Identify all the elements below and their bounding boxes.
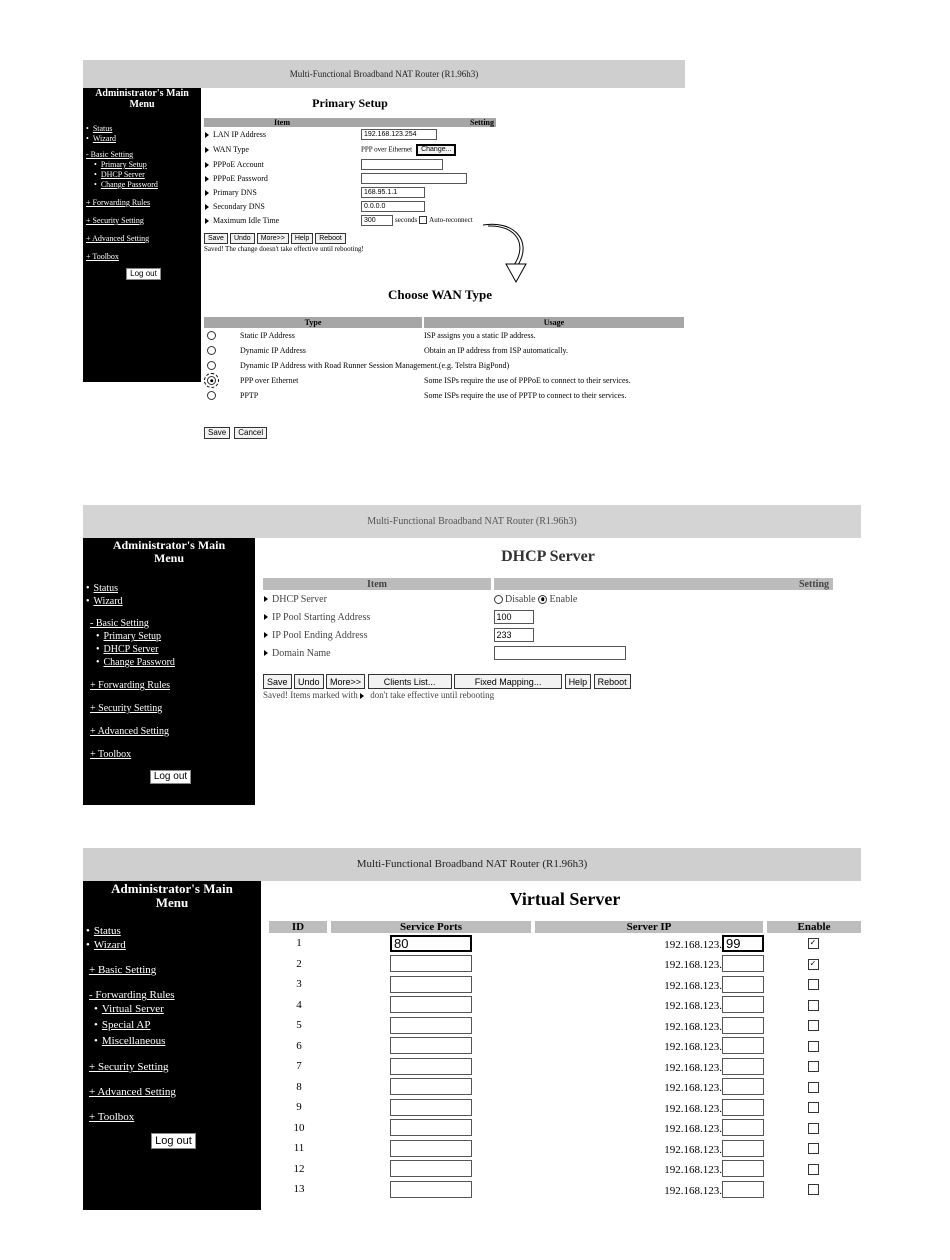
- virtual-server-content: [269, 881, 861, 1210]
- router-title-bar: [83, 60, 685, 88]
- ip-prefix: 192.168.123.: [664, 959, 722, 972]
- row-secondary-dns: Secondary DNS: [204, 199, 360, 213]
- vs-port-cell: [329, 933, 533, 954]
- dhcp-enable-radio[interactable]: [538, 595, 547, 604]
- ip-prefix: 192.168.123.: [664, 1184, 722, 1197]
- fixed-mapping-button[interactable]: Fixed Mapping...: [454, 674, 562, 689]
- vs-enable-cell: [765, 954, 861, 975]
- vs-port-cell: [329, 1159, 533, 1180]
- vs-id-cell: 8: [296, 1080, 302, 1093]
- table-row: [269, 1015, 861, 1036]
- dhcp-enable-label: Enable: [549, 593, 578, 605]
- vs-port-cell: [329, 1097, 533, 1118]
- service-port-input[interactable]: [390, 996, 472, 1013]
- save-button[interactable]: Save: [204, 233, 228, 244]
- wan-save-button[interactable]: Save: [204, 427, 230, 439]
- vs-id-cell: 1: [296, 937, 302, 950]
- table-row: [269, 954, 861, 975]
- wan-type-label: PPTP: [240, 390, 259, 400]
- sidebar-item-primary-setup[interactable]: Primary Setup: [100, 160, 147, 169]
- row-wan-type: WAN Type: [204, 142, 360, 157]
- wan-type-radio[interactable]: [207, 361, 216, 370]
- dhcp-col-setting: Setting: [493, 578, 834, 590]
- pool-start-input[interactable]: [494, 610, 534, 624]
- server-ip-input[interactable]: [722, 1078, 764, 1095]
- vs-ip-cell: [533, 995, 765, 1016]
- router-title: Multi-Functional Broadband NAT Router (R1.96h3): [289, 69, 479, 79]
- vs-id-cell: 7: [296, 1060, 302, 1073]
- sidebar-item-primary-setup-2[interactable]: Primary Setup: [103, 631, 162, 643]
- enable-checkbox[interactable]: [808, 979, 819, 990]
- sidebar-item-dhcp-server-2[interactable]: DHCP Server: [103, 644, 159, 656]
- dhcp-undo-button[interactable]: Undo: [294, 674, 324, 689]
- vs-ip-cell: [533, 1118, 765, 1139]
- vs-col-ports: Service Ports: [329, 921, 533, 933]
- row-pppoe-account: PPPoE Account: [204, 157, 360, 171]
- wan-type-cell: [204, 373, 423, 388]
- wan-type-cell: [204, 343, 423, 358]
- vs-id-cell: 3: [296, 978, 302, 991]
- server-ip-input[interactable]: [722, 1017, 764, 1034]
- service-port-input[interactable]: [390, 1160, 472, 1177]
- max-idle-input[interactable]: [361, 215, 393, 226]
- wan-type-label: Dynamic IP Address with Road Runner Session Management.(e.g. Telstra BigPond): [240, 360, 510, 370]
- enable-checkbox[interactable]: [808, 1000, 819, 1011]
- wan-type-row: [204, 358, 684, 373]
- sidebar-item-advanced-setting-2[interactable]: + Advanced Setting: [90, 726, 169, 738]
- service-port-input[interactable]: [390, 1181, 472, 1198]
- enable-checkbox[interactable]: [808, 1020, 819, 1031]
- wan-type-row: [204, 373, 684, 388]
- server-ip-input[interactable]: [722, 955, 764, 972]
- wan-usage-cell: ISP assigns you a static IP address.: [424, 331, 536, 340]
- vs-id-cell: 2: [296, 957, 302, 970]
- col-setting: Setting: [360, 118, 496, 127]
- table-row: [269, 1056, 861, 1077]
- vs-enable-cell: [765, 1138, 861, 1159]
- wan-type-row: [204, 388, 684, 403]
- ip-prefix: 192.168.123.: [664, 1041, 722, 1054]
- vs-enable-cell: [765, 1179, 861, 1200]
- vs-port-cell: [329, 1138, 533, 1159]
- saved-message: Saved! The change doesn't take effective until rebooting!: [204, 245, 364, 253]
- vs-port-cell: [329, 995, 533, 1016]
- server-ip-input[interactable]: [722, 1140, 764, 1157]
- vs-col-ip: Server IP: [533, 921, 765, 933]
- dhcp-form: [263, 578, 833, 662]
- wan-usage-cell: Some ISPs require the use of PPTP to connect to their services.: [424, 391, 627, 400]
- ip-prefix: 192.168.123.: [664, 1164, 722, 1177]
- undo-button[interactable]: Undo: [230, 233, 255, 244]
- pppoe-password-input[interactable]: [361, 173, 467, 184]
- sidebar-item-basic-setting-3[interactable]: + Basic Setting: [89, 964, 157, 977]
- dhcp-save-button[interactable]: Save: [263, 674, 292, 689]
- sidebar-item-security-setting-3[interactable]: + Security Setting: [89, 1061, 169, 1074]
- sidebar-item-special-ap-3[interactable]: Special AP: [101, 1019, 151, 1032]
- ip-prefix: 192.168.123.: [664, 1102, 722, 1115]
- enable-checkbox[interactable]: ✓: [808, 938, 819, 949]
- secondary-dns-input[interactable]: [361, 201, 425, 212]
- vs-port-cell: [329, 974, 533, 995]
- vs-ip-cell: [533, 1077, 765, 1098]
- vs-ip-cell: [533, 1159, 765, 1180]
- vs-ip-cell: [533, 954, 765, 975]
- service-port-input[interactable]: [390, 1037, 472, 1054]
- vs-enable-cell: [765, 1015, 861, 1036]
- wan-type-radio[interactable]: [207, 391, 216, 400]
- vs-ip-cell: [533, 1036, 765, 1057]
- sidebar-item-status-2[interactable]: Status: [93, 583, 118, 595]
- vs-id-cell: 13: [293, 1183, 305, 1196]
- service-port-input[interactable]: [390, 1119, 472, 1136]
- vs-ip-cell: [533, 1056, 765, 1077]
- choose-wan-type-title: Choose WAN Type: [388, 287, 493, 302]
- sidebar-item-toolbox[interactable]: + Toolbox: [86, 252, 119, 261]
- wan-usage-cell: Some ISPs require the use of PPPoE to connect to their services.: [424, 376, 631, 385]
- service-port-input[interactable]: [390, 1078, 472, 1095]
- server-ip-input[interactable]: [722, 1037, 764, 1054]
- enable-checkbox[interactable]: ✓: [808, 959, 819, 970]
- primary-setup-screenshot: [83, 60, 685, 442]
- table-row: [269, 995, 861, 1016]
- service-port-input[interactable]: [390, 1058, 472, 1075]
- dhcp-col-item: Item: [263, 578, 493, 590]
- dhcp-more-button[interactable]: More>>: [326, 674, 365, 689]
- dhcp-disable-label: Disable: [505, 593, 536, 605]
- logout-button-2[interactable]: Log out: [150, 770, 191, 784]
- service-port-input[interactable]: [390, 935, 472, 952]
- dhcp-saved-message: Saved! Items marked with don't take effective until rebooting: [263, 690, 495, 700]
- sidebar-item-advanced-setting-3[interactable]: + Advanced Setting: [89, 1086, 176, 1099]
- table-row: [269, 1179, 861, 1200]
- sidebar-item-wizard[interactable]: Wizard: [92, 134, 117, 143]
- menu-title: Administrator's Main Menu: [95, 88, 189, 110]
- row-pool-start: IP Pool Starting Address: [263, 608, 493, 626]
- wan-type-radio[interactable]: [207, 346, 216, 355]
- primary-setup-form: [204, 118, 496, 227]
- table-row: [269, 1036, 861, 1057]
- row-primary-dns: Primary DNS: [204, 185, 360, 199]
- sidebar-item-wizard-3[interactable]: Wizard: [93, 939, 126, 952]
- sidebar-item-forwarding-rules[interactable]: + Forwarding Rules: [86, 198, 151, 207]
- row-max-idle: Maximum Idle Time: [204, 213, 360, 227]
- pppoe-account-input[interactable]: [361, 159, 443, 170]
- row-domain-name: Domain Name: [263, 644, 493, 662]
- enable-checkbox[interactable]: [808, 1041, 819, 1052]
- row-pppoe-password: PPPoE Password: [204, 171, 360, 185]
- row-lan-ip: LAN IP Address: [204, 127, 360, 142]
- ip-prefix: 192.168.123.: [664, 1000, 722, 1013]
- dhcp-reboot-button[interactable]: Reboot: [594, 674, 631, 689]
- vs-enable-cell: [765, 1077, 861, 1098]
- vs-col-enable: Enable: [765, 921, 861, 933]
- vs-enable-cell: [765, 974, 861, 995]
- service-port-input[interactable]: [390, 1099, 472, 1116]
- vs-ip-cell: [533, 933, 765, 954]
- page-title: Primary Setup: [312, 96, 388, 110]
- menu-title-2: Administrator's Main Menu: [112, 538, 226, 565]
- sidebar-item-advanced-setting[interactable]: + Advanced Setting: [86, 234, 150, 243]
- row-dhcp-server: DHCP Server: [263, 590, 493, 608]
- table-row: [269, 933, 861, 954]
- vs-enable-cell: [765, 1036, 861, 1057]
- server-ip-input[interactable]: [722, 1181, 764, 1198]
- vs-enable-cell: [765, 1159, 861, 1180]
- wan-type-row: [204, 343, 684, 358]
- vs-id-cell: 9: [296, 1101, 302, 1114]
- dhcp-disable-radio[interactable]: [494, 595, 503, 604]
- ip-prefix: 192.168.123.: [664, 1061, 722, 1074]
- auto-reconnect-label: Auto-reconnect: [429, 215, 473, 224]
- max-idle-unit: seconds: [395, 215, 418, 224]
- vs-enable-cell: [765, 1056, 861, 1077]
- service-port-input[interactable]: [390, 976, 472, 993]
- wan-type-label: Static IP Address: [240, 330, 295, 340]
- auto-reconnect-checkbox[interactable]: [419, 216, 427, 224]
- server-ip-input[interactable]: [722, 1099, 764, 1116]
- server-ip-input[interactable]: [722, 996, 764, 1013]
- usage-column-header: Usage: [423, 317, 684, 328]
- row-pool-end: IP Pool Ending Address: [263, 626, 493, 644]
- wan-type-cell: [204, 358, 684, 373]
- dhcp-help-button[interactable]: Help: [565, 674, 592, 689]
- vs-ip-cell: [533, 1138, 765, 1159]
- enable-checkbox[interactable]: [808, 1143, 819, 1154]
- vs-port-cell: [329, 1077, 533, 1098]
- vs-id-cell: 12: [293, 1162, 305, 1175]
- server-ip-input[interactable]: [722, 1160, 764, 1177]
- vs-ip-cell: [533, 974, 765, 995]
- vs-id-cell: 10: [293, 1121, 305, 1134]
- dhcp-action-buttons: [263, 674, 861, 689]
- vs-enable-cell: [765, 933, 861, 954]
- sidebar-item-status[interactable]: Status: [92, 124, 113, 133]
- pool-end-input[interactable]: [494, 628, 534, 642]
- enable-checkbox[interactable]: [808, 1164, 819, 1175]
- reboot-button[interactable]: Reboot: [315, 233, 346, 244]
- virtual-server-screenshot: [83, 848, 861, 1210]
- vs-ip-cell: [533, 1179, 765, 1200]
- table-row: [269, 1138, 861, 1159]
- col-item: Item: [204, 118, 360, 127]
- sidebar-item-security-setting-2[interactable]: + Security Setting: [90, 703, 163, 715]
- sidebar-item-status-3[interactable]: Status: [93, 925, 121, 938]
- sidebar-item-wizard-2[interactable]: Wizard: [93, 596, 123, 608]
- vs-id-cell: 6: [296, 1039, 302, 1052]
- vs-port-cell: [329, 1118, 533, 1139]
- table-row: [269, 974, 861, 995]
- sidebar-item-change-password-2[interactable]: Change Password: [103, 657, 175, 669]
- wan-type-cell: [204, 388, 423, 403]
- wan-type-label: PPP over Ethernet: [240, 375, 299, 385]
- table-row: [269, 1097, 861, 1118]
- sidebar-2: [83, 538, 255, 805]
- vs-id-cell: 4: [296, 998, 302, 1011]
- wan-usage-cell: Obtain an IP address from ISP automatically.: [424, 346, 568, 355]
- ip-prefix: 192.168.123.: [664, 979, 722, 992]
- change-wan-type-button[interactable]: Change...: [416, 144, 456, 156]
- wan-type-table: [204, 317, 684, 403]
- wan-cancel-button[interactable]: Cancel: [234, 427, 267, 439]
- service-port-input[interactable]: [390, 955, 472, 972]
- dhcp-screenshot: [83, 505, 861, 805]
- sidebar-item-toolbox-2[interactable]: + Toolbox: [90, 749, 132, 761]
- server-ip-input[interactable]: [722, 976, 764, 993]
- vs-page-title: Virtual Server: [509, 889, 621, 909]
- help-button[interactable]: Help: [291, 233, 313, 244]
- sidebar-item-change-password[interactable]: Change Password: [100, 180, 158, 189]
- sidebar-item-basic-setting[interactable]: - Basic Setting: [86, 150, 134, 159]
- vs-enable-cell: [765, 1118, 861, 1139]
- table-row: [269, 1077, 861, 1098]
- vs-port-cell: [329, 954, 533, 975]
- enable-checkbox[interactable]: [808, 1123, 819, 1134]
- server-ip-input[interactable]: [722, 935, 764, 952]
- logout-button-3[interactable]: Log out: [151, 1133, 196, 1149]
- wan-type-radio[interactable]: [207, 331, 216, 340]
- action-buttons: [204, 233, 685, 244]
- vs-id-cell: 11: [293, 1142, 305, 1155]
- enable-checkbox[interactable]: [808, 1061, 819, 1072]
- ip-prefix: 192.168.123.: [664, 938, 722, 951]
- table-row: [269, 1159, 861, 1180]
- router-title-bar-2: Multi-Functional Broadband NAT Router (R1.96h3): [83, 505, 861, 538]
- menu-title-3: Administrator's Main Menu: [111, 881, 233, 910]
- table-row: [269, 1118, 861, 1139]
- wan-type-row: [204, 328, 684, 343]
- wan-type-value: PPP over Ethernet: [361, 145, 413, 153]
- sidebar-item-miscellaneous-3[interactable]: Miscellaneous: [101, 1035, 166, 1048]
- server-ip-input[interactable]: [722, 1058, 764, 1075]
- enable-checkbox[interactable]: [808, 1184, 819, 1195]
- bottom-buttons: [204, 422, 267, 440]
- ip-prefix: 192.168.123.: [664, 1082, 722, 1095]
- sidebar-item-toolbox-3[interactable]: + Toolbox: [89, 1111, 135, 1124]
- vs-enable-cell: [765, 1097, 861, 1118]
- domain-name-input[interactable]: [494, 646, 626, 660]
- clients-list-button[interactable]: Clients List...: [368, 674, 452, 689]
- lan-ip-input[interactable]: [361, 129, 437, 140]
- vs-port-cell: [329, 1179, 533, 1200]
- enable-checkbox[interactable]: [808, 1082, 819, 1093]
- vs-enable-cell: [765, 995, 861, 1016]
- ip-prefix: 192.168.123.: [664, 1123, 722, 1136]
- ip-prefix: 192.168.123.: [664, 1020, 722, 1033]
- dhcp-content: [263, 538, 861, 805]
- server-ip-input[interactable]: [722, 1119, 764, 1136]
- router-title-bar-3: Multi-Functional Broadband NAT Router (R1.96h3): [83, 848, 861, 881]
- vs-port-cell: [329, 1015, 533, 1036]
- vs-id-cell: 5: [296, 1019, 302, 1032]
- type-column-header: Type: [204, 317, 423, 328]
- sidebar-item-virtual-server-3[interactable]: Virtual Server: [101, 1003, 164, 1016]
- wan-type-cell: [204, 328, 423, 343]
- primary-dns-input[interactable]: [361, 187, 425, 198]
- vs-col-id: ID: [269, 921, 329, 933]
- vs-port-cell: [329, 1036, 533, 1057]
- more-button[interactable]: More>>: [257, 233, 289, 244]
- sidebar-item-forwarding-rules-3[interactable]: - Forwarding Rules: [89, 989, 175, 1002]
- ip-prefix: 192.168.123.: [664, 1143, 722, 1156]
- sidebar: [83, 88, 201, 382]
- sidebar-item-basic-setting-2[interactable]: - Basic Setting: [90, 618, 149, 630]
- wan-type-radio[interactable]: [207, 376, 216, 385]
- virtual-server-table: [269, 921, 861, 1200]
- sidebar-item-forwarding-rules-2[interactable]: + Forwarding Rules: [90, 680, 171, 692]
- wan-type-label: Dynamic IP Address: [240, 345, 306, 355]
- service-port-input[interactable]: [390, 1140, 472, 1157]
- logout-button[interactable]: Log out: [126, 268, 161, 280]
- vs-ip-cell: [533, 1097, 765, 1118]
- sidebar-3: [83, 881, 261, 1210]
- dhcp-page-title: DHCP Server: [501, 548, 595, 565]
- vs-ip-cell: [533, 1015, 765, 1036]
- sidebar-item-security-setting[interactable]: + Security Setting: [86, 216, 144, 225]
- sidebar-item-dhcp-server[interactable]: DHCP Server: [100, 170, 145, 179]
- vs-port-cell: [329, 1056, 533, 1077]
- service-port-input[interactable]: [390, 1017, 472, 1034]
- enable-checkbox[interactable]: [808, 1102, 819, 1113]
